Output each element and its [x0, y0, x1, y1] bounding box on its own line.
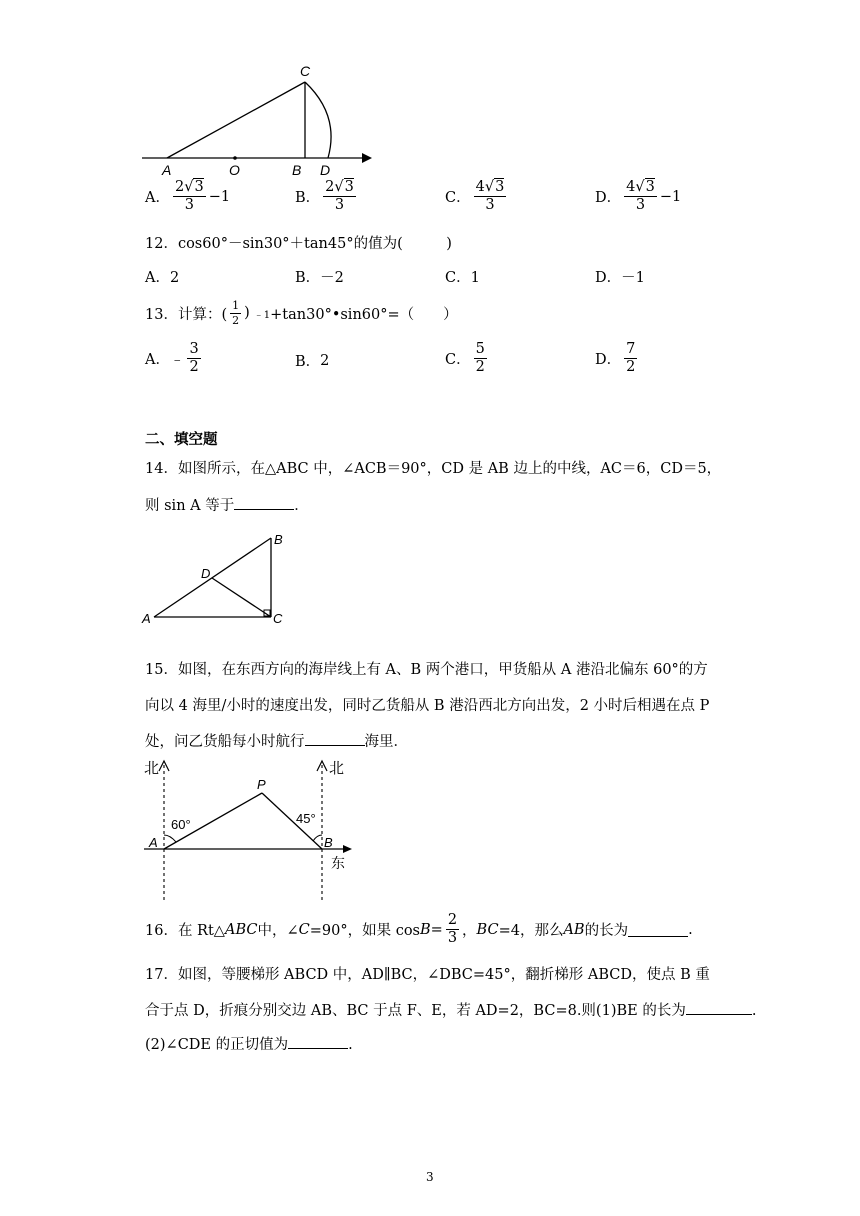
q11-figure: [140, 60, 380, 180]
q11-option-c: C． $\frac{4√3}{3}$: [445, 179, 505, 214]
q15-line3: 处，问乙货船每小时航行 海里．: [145, 730, 408, 751]
q15-line2: 向以 4 海里/小时的速度出发，同时乙货船从 B 港沿西北方向出发，2 小时后相遇在点 P: [145, 698, 710, 714]
north-right-label: 北: [329, 760, 345, 777]
q16-answer-blank: [628, 922, 688, 937]
q13-option-a: A． ﹣ $\frac{3}{2}$: [145, 341, 199, 376]
q16-line: 16．在 Rt△ ABC 中，∠ C =90°，如果 cos B = $\frac{2}{3}$ ， BC =4，那么 AB 的长为 .: [145, 912, 693, 947]
q12-option-c: C．1: [445, 270, 480, 286]
angle-45-label: 45°: [296, 811, 316, 826]
label-b: B: [292, 162, 302, 178]
q17-line2: 合于点 D，折痕分别交边 AB、BC 于点 F、E，若 AD=2，BC=8.则(1)BE 的长为 .: [145, 999, 756, 1020]
q15-answer-blank: [305, 731, 365, 746]
label-c: C: [300, 63, 311, 79]
page-number: 3: [426, 1170, 434, 1184]
q13-option-c: C． $\frac{5}{2}$: [445, 341, 485, 376]
label-a: A: [149, 835, 158, 850]
q17-line3: (2)∠CDE 的正切值为 .: [145, 1033, 353, 1054]
section-title: 二、填空题: [145, 432, 218, 448]
label-c: C: [273, 611, 283, 626]
q17-answer-blank-2: [288, 1034, 348, 1049]
q14-line1: 14．如图所示，在△ABC 中，∠ACB＝90°，CD 是 AB 边上的中线，AC＝6，CD＝5，: [145, 461, 722, 477]
q13-option-d: D． $\frac{7}{2}$: [595, 341, 636, 376]
q15-figure: [140, 755, 360, 905]
q15-line1: 15．如图，在东西方向的海岸线上有 A、B 两个港口，甲货船从 A 港沿北偏东 60°的方: [145, 662, 708, 678]
q12-option-b: B．－2: [295, 270, 344, 286]
label-b: B: [324, 835, 333, 850]
label-b: B: [274, 532, 283, 547]
label-p: P: [257, 777, 266, 792]
q14-answer-blank: [234, 495, 294, 510]
label-o: O: [229, 162, 240, 178]
q12-stem: 12．cos60°－sin30°＋tan45°的值为( ): [145, 236, 452, 252]
north-left-label: 北: [144, 760, 160, 777]
q11-option-a: A． $\frac{2√3}{3}$ −1: [145, 179, 231, 214]
q11-option-b: B． $\frac{2√3}{3}$: [295, 179, 354, 214]
label-d: D: [201, 566, 211, 581]
east-label: 东: [331, 855, 345, 871]
q17-answer-blank-1: [686, 1000, 752, 1015]
q12-option-a: A．2: [145, 270, 180, 286]
label-a: A: [162, 162, 172, 178]
q11-option-d: D． $\frac{4√3}{3}$ −1: [595, 179, 682, 214]
q13-stem: 13．计算：( $\frac{1}{2}$ ) ﹣1 +tan30°•sin60°=（ ）: [145, 299, 458, 327]
q14-figure: [140, 528, 300, 628]
q13-option-b: B． 2: [295, 352, 330, 370]
angle-60-label: 60°: [171, 817, 191, 832]
q12-option-d: D．－1: [595, 270, 645, 286]
q14-line2: 则 sin A 等于 ．: [145, 494, 309, 515]
q17-line1: 17．如图，等腰梯形 ABCD 中，AD∥BC，∠DBC=45°，翻折梯形 ABCD，使点 B 重: [145, 967, 710, 983]
label-a: A: [142, 611, 151, 626]
label-d: D: [320, 162, 331, 178]
